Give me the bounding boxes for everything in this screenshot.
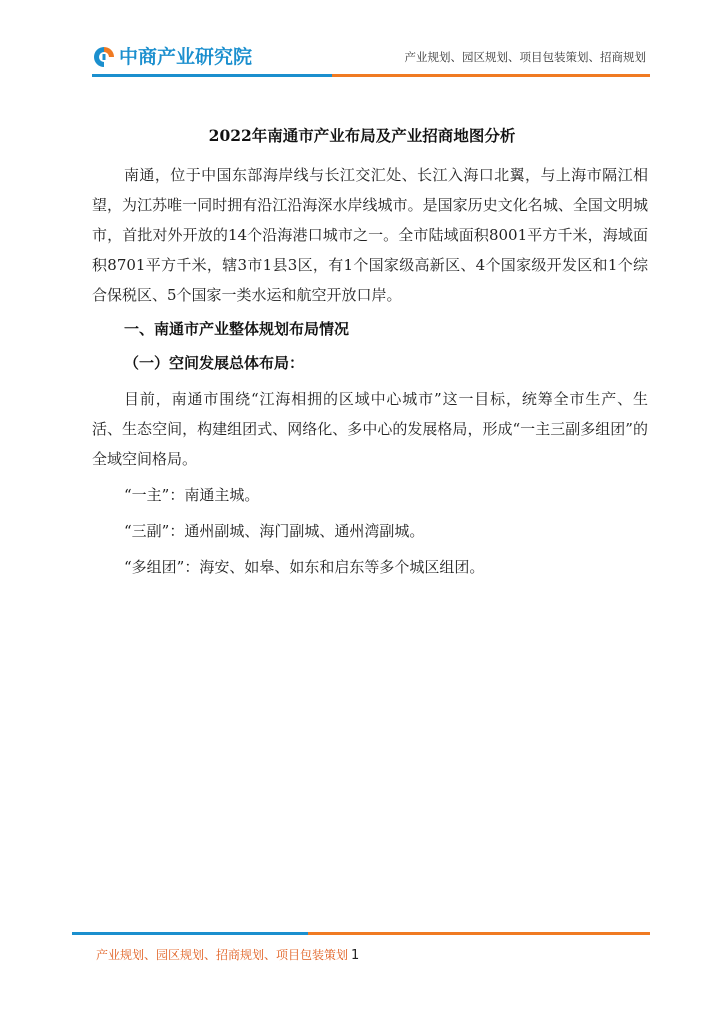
document-body	[92, 160, 648, 582]
logo-text: 中商产业研究院	[119, 46, 253, 68]
subsection-heading: （一）空间发展总体布局：	[124, 354, 305, 372]
section-heading: 一、南通市产业整体规划布局情况	[124, 320, 350, 338]
list-item-main-city: “一主”：南通主城。	[124, 486, 260, 504]
header-divider-orange	[332, 74, 650, 77]
intro-paragraph: 南通，位于中国东部海岸线与长江交汇处、长江入海口北翼，与上海市隔江相望，为江苏唯一同时拥有沿江沿海深水岸线城市。是国家历史文化名城、全国文明城市，首批对外开放的14个沿海港口城市之一。全市陆域面积8001平方千米，海域面积8701平方千米，辖3市1县3区，有1个国家级高新区、4个国家级开发区和1个综合保税区、5个国家一类水运和航空开放口岸。	[92, 166, 648, 304]
header-tagline: 产业规划、园区规划、项目包装策划、招商规划	[404, 50, 646, 64]
logo-mark-icon	[92, 45, 116, 69]
list-item-sub-cities: “三副”：通州副城、海门副城、通州湾副城。	[124, 522, 425, 540]
list-item-groups: “多组团”：海安、如皋、如东和启东等多个城区组团。	[124, 558, 485, 576]
document-title: 2022年南通市产业布局及产业招商地图分析	[208, 126, 516, 145]
footer-divider-orange	[308, 932, 650, 935]
footer-divider-blue	[72, 932, 308, 935]
spatial-layout-paragraph: 目前，南通市围绕“江海相拥的区域中心城市”这一目标，统筹全市生产、生活、生态空间，构建组团式、网络化、多中心的发展格局，形成“一主三副多组团”的全域空间格局。	[92, 390, 648, 468]
company-logo	[92, 44, 252, 70]
page-footer	[96, 946, 359, 963]
footer-text: 产业规划、园区规划、招商规划、项目包装策划	[96, 948, 349, 962]
page-header	[0, 0, 724, 90]
header-divider-blue	[92, 74, 332, 77]
page-number: 1	[351, 948, 360, 963]
